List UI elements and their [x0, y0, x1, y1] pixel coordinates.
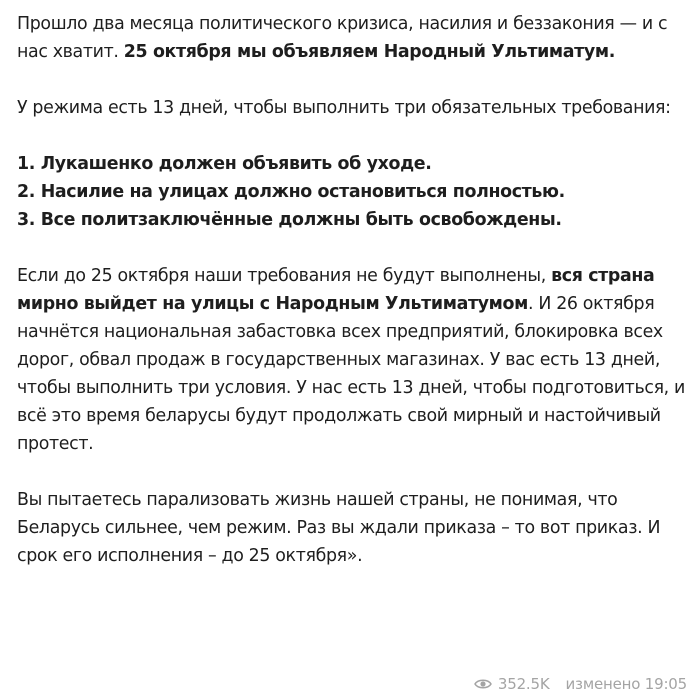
message-paragraph-intro	[17, 10, 693, 66]
edited-timestamp: изменено 19:05	[565, 675, 687, 693]
demand-item-3: 3. Все политзаключённые должны быть освобождены.	[17, 210, 562, 230]
demand-item-2: 2. Насилие на улицах должно остановиться полностью.	[17, 182, 565, 202]
message-text	[17, 10, 693, 570]
consequences-bold: вся страна мирно выйдет на улицы с Народным Ультиматумом	[17, 266, 655, 314]
message-paragraph-deadline: У режима есть 13 дней, чтобы выполнить три обязательных требования:	[17, 98, 671, 118]
consequences-start: Если до 25 октября наши требования не будут выполнены,	[17, 266, 552, 286]
consequences-end: . И 26 октября начнётся национальная забастовка всех предприятий, блокировка всех дорог, обвал продаж в государственных магазинах. У вас есть 13 дней, чтобы выполнить три условия. У нас есть 13 дней, чтобы подготовиться, и всё это время беларусы будут продолжать свой мирный и настойчивый протест.	[17, 294, 685, 454]
eye-icon	[474, 678, 492, 690]
intro-text: Прошло два месяца политического кризиса, насилия и беззакония — и с нас хватит.	[17, 14, 668, 62]
ultimatum-announcement: 25 октября мы объявляем Народный Ультиматум.	[123, 42, 615, 62]
message-paragraph-closing: Вы пытаетесь парализовать жизнь нашей страны, не понимая, что Беларусь сильнее, чем режим. Раз вы ждали приказа – то вот приказ. И срок его исполнения – до 25 октября».	[17, 490, 661, 566]
message-meta	[474, 674, 687, 694]
demand-item-1: 1. Лукашенко должен объявить об уходе.	[17, 154, 432, 174]
demands-list	[17, 150, 693, 234]
views-count: 352.5K	[497, 675, 550, 693]
message-paragraph-consequences	[17, 262, 693, 458]
